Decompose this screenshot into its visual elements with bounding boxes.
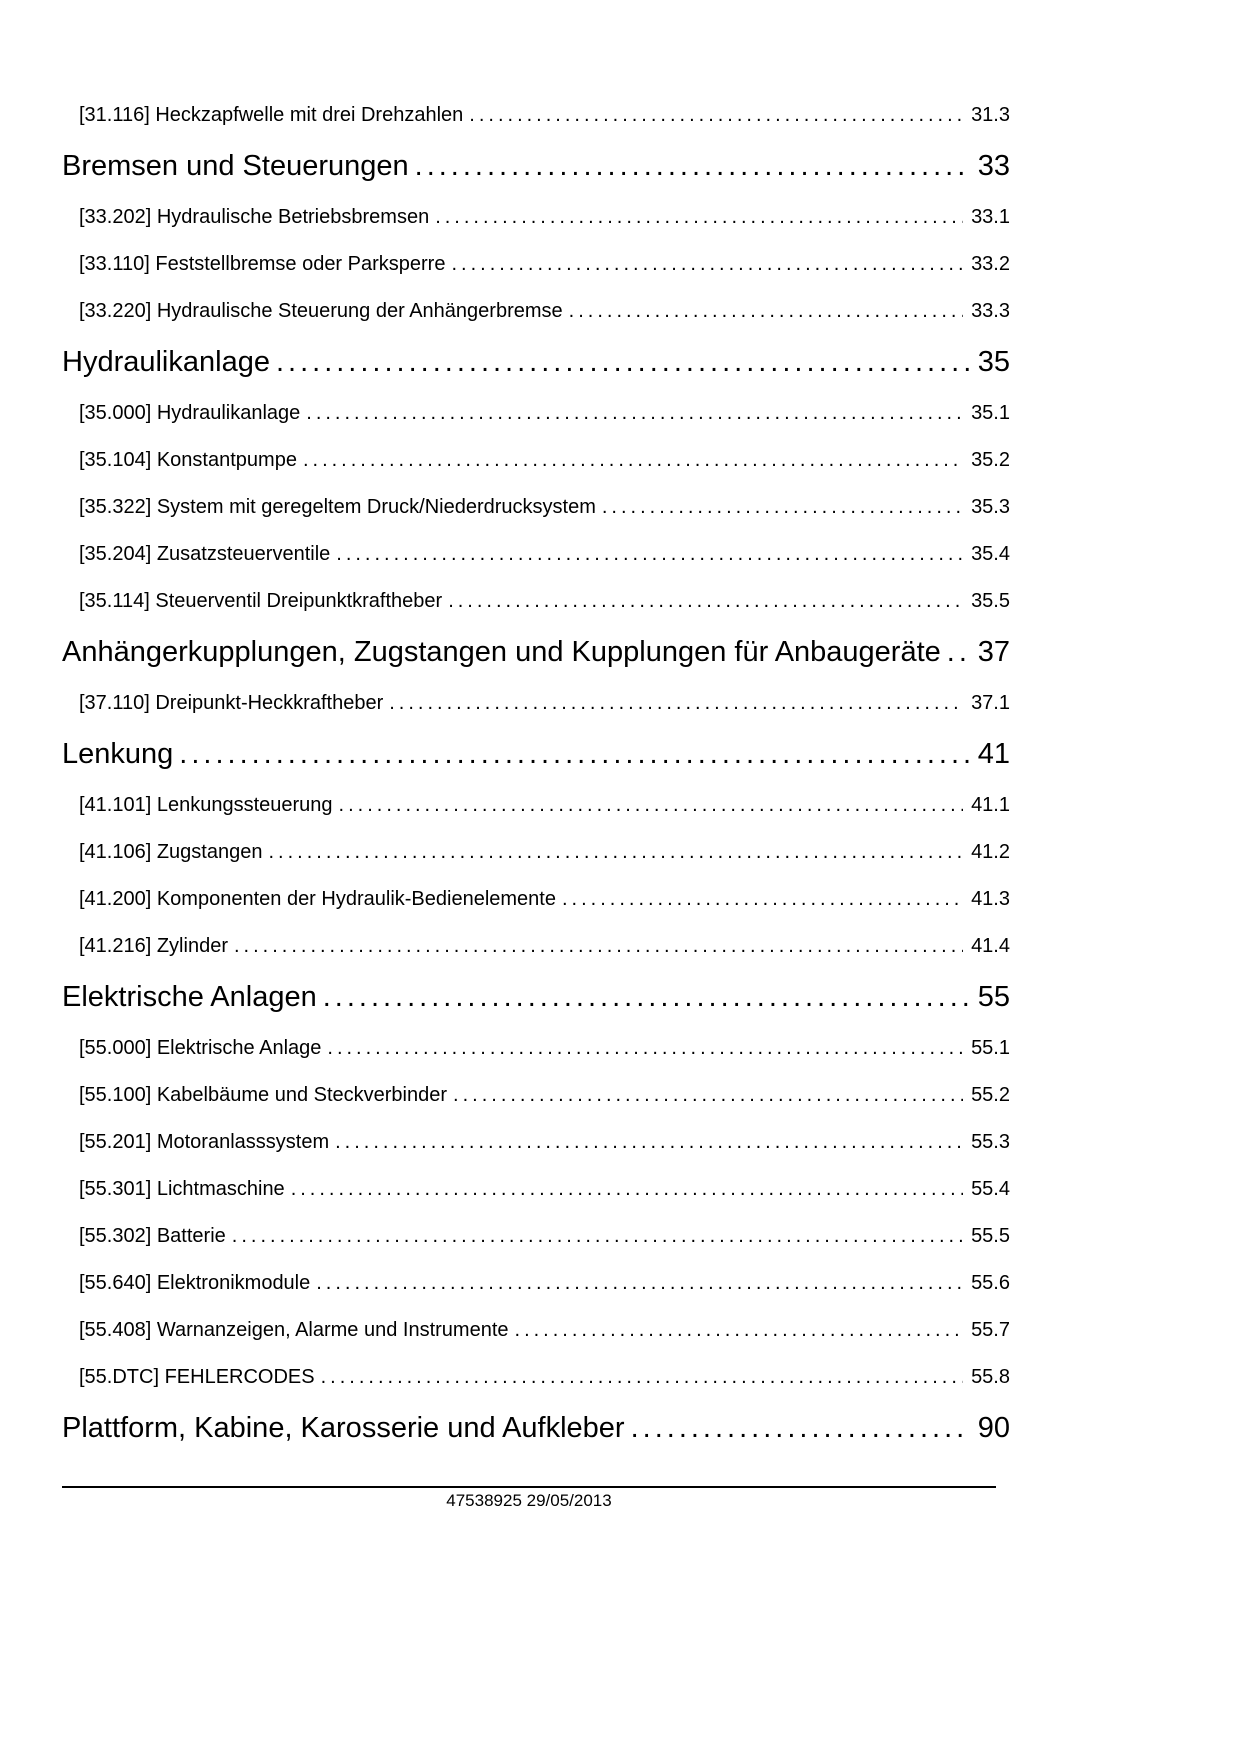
toc-entry-label: Lenkung: [62, 738, 174, 770]
toc-entry-page: 33.2: [971, 253, 1010, 275]
toc-entry-page: 37.1: [971, 692, 1010, 714]
toc-entry-page: 90: [977, 1412, 1010, 1444]
toc-entry: [62, 782, 1010, 829]
toc-entry-label: [55.DTC] FEHLERCODES: [79, 1366, 315, 1388]
toc-entry-page: 35.1: [971, 402, 1010, 424]
toc-section-heading: [62, 1401, 1010, 1456]
toc-entry-page: 35.4: [971, 543, 1010, 565]
toc-leader-dots: [321, 1366, 963, 1389]
toc-entry-label: Plattform, Kabine, Karosserie und Aufkleber: [62, 1412, 625, 1444]
toc-leader-dots: [389, 692, 963, 715]
toc-entry-label: [35.104] Konstantpumpe: [79, 449, 297, 471]
toc-entry-page: 35.5: [971, 590, 1010, 612]
toc-entry-page: 35: [977, 346, 1010, 378]
toc-leader-dots: [602, 496, 963, 519]
toc-entry: [62, 1213, 1010, 1260]
toc-entry-label: [55.408] Warnanzeigen, Alarme und Instrumente: [79, 1319, 509, 1341]
toc-entry-label: [55.640] Elektronikmodule: [79, 1272, 311, 1294]
toc-entry-label: [35.000] Hydraulikanlage: [79, 402, 301, 424]
footer-text: 47538925 29/05/2013: [446, 1491, 612, 1510]
toc-entry-page: 33: [977, 150, 1010, 182]
toc-leader-dots: [453, 1084, 963, 1107]
toc-leader-dots: [569, 300, 963, 323]
toc-leader-dots: [415, 150, 970, 183]
toc-leader-dots: [303, 449, 963, 472]
toc-leader-dots: [339, 794, 964, 817]
toc-entry-page: 33.1: [971, 206, 1010, 228]
toc-section-heading: [62, 139, 1010, 194]
toc-entry: [62, 1072, 1010, 1119]
toc-entry-label: [37.110] Dreipunkt-Heckkraftheber: [79, 692, 384, 714]
toc-leader-dots: [276, 346, 970, 379]
toc-entry-page: 37: [977, 636, 1010, 668]
toc-entry: [62, 241, 1010, 288]
toc-leader-dots: [232, 1225, 963, 1248]
toc-entry-page: 41.2: [971, 841, 1010, 863]
toc-entry: [62, 1025, 1010, 1072]
toc-entry-page: 35.3: [971, 496, 1010, 518]
toc-entry: [62, 484, 1010, 531]
toc-entry-label: Elektrische Anlagen: [62, 981, 317, 1013]
toc-entry: [62, 923, 1010, 970]
toc-entry: [62, 1260, 1010, 1307]
toc-entry: [62, 1307, 1010, 1354]
toc-leader-dots: [631, 1412, 970, 1445]
toc-entry-page: 35.2: [971, 449, 1010, 471]
toc-entry: [62, 1354, 1010, 1401]
toc-leader-dots: [335, 1131, 963, 1154]
toc-entry-page: 55.2: [971, 1084, 1010, 1106]
toc-entry-label: Hydraulikanlage: [62, 346, 270, 378]
toc-entry-page: 55.4: [971, 1178, 1010, 1200]
toc-leader-dots: [268, 841, 963, 864]
toc-entry: [62, 1166, 1010, 1213]
toc-leader-dots: [327, 1037, 963, 1060]
toc-entry-label: [33.220] Hydraulische Steuerung der Anhängerbremse: [79, 300, 563, 322]
toc-entry-label: [55.000] Elektrische Anlage: [79, 1037, 322, 1059]
toc-entry-page: 55.7: [971, 1319, 1010, 1341]
toc-leader-dots: [306, 402, 963, 425]
toc-entry: [62, 92, 1010, 139]
footer-divider: [62, 1486, 996, 1488]
toc-entry-page: 55.1: [971, 1037, 1010, 1059]
toc-entry: [62, 288, 1010, 335]
toc-leader-dots: [323, 981, 970, 1014]
toc-entry-label: [55.100] Kabelbäume und Steckverbinder: [79, 1084, 448, 1106]
toc-entry-label: [35.322] System mit geregeltem Druck/Niederdrucksystem: [79, 496, 596, 518]
toc-entry-page: 55.5: [971, 1225, 1010, 1247]
toc-entry: [62, 531, 1010, 578]
toc-list: [62, 92, 1010, 1456]
toc-entry-label: [35.204] Zusatzsteuerventile: [79, 543, 331, 565]
toc-entry-label: [35.114] Steuerventil Dreipunktkraftheber: [79, 590, 443, 612]
toc-leader-dots: [291, 1178, 963, 1201]
toc-section-heading: [62, 625, 1010, 680]
toc-entry: [62, 194, 1010, 241]
toc-entry: [62, 876, 1010, 923]
toc-entry-page: 41.4: [971, 935, 1010, 957]
toc-leader-dots: [316, 1272, 963, 1295]
toc-entry: [62, 437, 1010, 484]
toc-entry: [62, 390, 1010, 437]
toc-leader-dots: [451, 253, 963, 276]
page-footer: [62, 1486, 996, 1511]
toc-entry-label: [31.116] Heckzapfwelle mit drei Drehzahlen: [79, 104, 464, 126]
toc-leader-dots: [448, 590, 963, 613]
toc-leader-dots: [336, 543, 963, 566]
toc-section-heading: [62, 335, 1010, 390]
toc-leader-dots: [469, 104, 963, 127]
toc-leader-dots: [562, 888, 963, 911]
toc-entry-page: 41: [977, 738, 1010, 770]
toc-entry-label: Bremsen und Steuerungen: [62, 150, 409, 182]
toc-entry-page: 55.3: [971, 1131, 1010, 1153]
toc-entry-page: 55: [977, 981, 1010, 1013]
toc-entry: [62, 578, 1010, 625]
toc-leader-dots: [947, 636, 970, 669]
toc-leader-dots: [179, 738, 969, 771]
toc-entry: [62, 1119, 1010, 1166]
toc-leader-dots: [234, 935, 963, 958]
toc-entry-label: Anhängerkupplungen, Zugstangen und Kupplungen für Anbaugeräte: [62, 636, 941, 668]
toc-entry-label: [55.301] Lichtmaschine: [79, 1178, 285, 1200]
toc-entry-label: [55.302] Batterie: [79, 1225, 226, 1247]
toc-entry-label: [41.216] Zylinder: [79, 935, 228, 957]
toc-entry-label: [33.202] Hydraulische Betriebsbremsen: [79, 206, 430, 228]
toc-entry-page: 41.3: [971, 888, 1010, 910]
toc-entry-page: 33.3: [971, 300, 1010, 322]
toc-leader-dots: [515, 1319, 964, 1342]
toc-entry-page: 55.6: [971, 1272, 1010, 1294]
toc-entry-label: [33.110] Feststellbremse oder Parksperre: [79, 253, 446, 275]
toc-entry-label: [55.201] Motoranlasssystem: [79, 1131, 330, 1153]
toc-entry-page: 41.1: [971, 794, 1010, 816]
toc-entry-label: [41.200] Komponenten der Hydraulik-Bedienelemente: [79, 888, 556, 910]
toc-entry-page: 55.8: [971, 1366, 1010, 1388]
toc-entry-label: [41.101] Lenkungssteuerung: [79, 794, 333, 816]
toc-entry-page: 31.3: [971, 104, 1010, 126]
toc-entry-label: [41.106] Zugstangen: [79, 841, 263, 863]
toc-entry: [62, 829, 1010, 876]
toc-section-heading: [62, 727, 1010, 782]
toc-leader-dots: [435, 206, 963, 229]
toc-entry: [62, 680, 1010, 727]
toc-section-heading: [62, 970, 1010, 1025]
